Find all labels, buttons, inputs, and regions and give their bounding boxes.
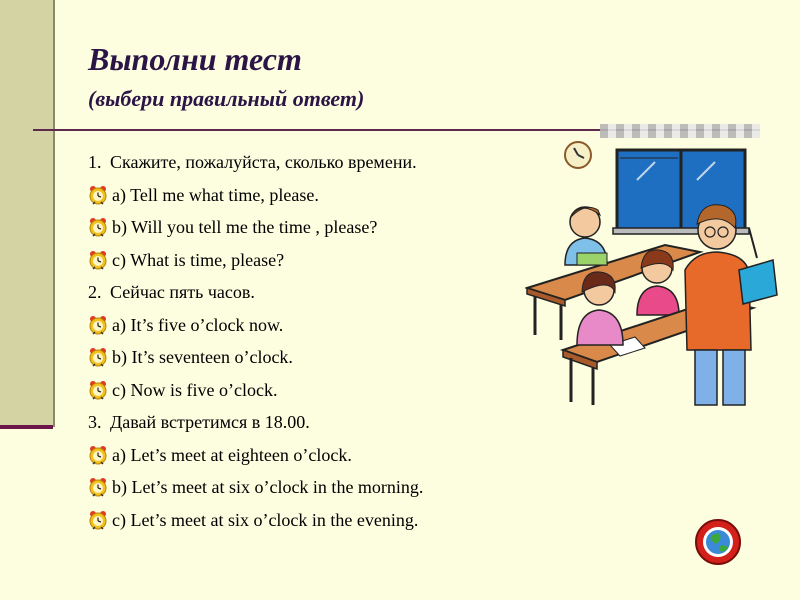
question-list: [88, 146, 528, 536]
option-2b[interactable]: [88, 341, 528, 374]
option-text: a) Let’s meet at eighteen o’clock.: [112, 444, 352, 465]
option-2c[interactable]: [88, 374, 528, 407]
question-text: Сейчас пять часов.: [110, 282, 255, 303]
option-text: b) Let’s meet at six o’clock in the morning.: [112, 477, 424, 498]
alarm-clock-icon: [88, 250, 108, 270]
checker-strip: [600, 124, 760, 138]
slide-subtitle: (выбери правильный ответ): [88, 86, 365, 111]
option-text: b) Will you tell me the time , please?: [112, 217, 378, 238]
alarm-clock-icon: [88, 185, 108, 205]
teacher: [685, 205, 777, 405]
option-text: c) What is time, please?: [112, 249, 285, 270]
option-1a[interactable]: [88, 179, 528, 212]
question-3: [88, 406, 528, 439]
globe-nav-button[interactable]: [694, 518, 742, 566]
student-boy: [565, 207, 607, 265]
alarm-clock-icon: [88, 477, 108, 497]
alarm-clock-icon: [88, 445, 108, 465]
question-1: [88, 146, 528, 179]
question-number: 1.: [88, 152, 102, 173]
option-3a[interactable]: [88, 439, 528, 472]
globe-icon: [694, 518, 742, 566]
classroom-illustration: [525, 140, 785, 410]
question-2: [88, 276, 528, 309]
option-1b[interactable]: [88, 211, 528, 244]
alarm-clock-icon: [88, 217, 108, 237]
slide-title: Выполни тест: [88, 41, 302, 77]
option-text: b) It’s seventeen o’clock.: [112, 347, 293, 368]
option-2a[interactable]: [88, 309, 528, 342]
question-text: Скажите, пожалуйста, сколько времени.: [110, 152, 417, 173]
alarm-clock-icon: [88, 510, 108, 530]
option-text: a) It’s five o’clock now.: [112, 314, 284, 335]
option-3c[interactable]: [88, 504, 528, 537]
option-text: c) Let’s meet at six o’clock in the evening.: [112, 509, 419, 530]
left-decorative-bar: [0, 0, 55, 427]
question-text: Давай встретимся в 18.00.: [110, 412, 310, 433]
option-3b[interactable]: [88, 471, 528, 504]
question-number: 2.: [88, 282, 102, 303]
option-1c[interactable]: [88, 244, 528, 277]
option-text: c) Now is five o’clock.: [112, 379, 278, 400]
left-bar-accent-line: [0, 425, 53, 429]
alarm-clock-icon: [88, 380, 108, 400]
alarm-clock-icon: [88, 347, 108, 367]
option-text: a) Tell me what time, please.: [112, 184, 319, 205]
question-number: 3.: [88, 412, 102, 433]
student-girl-pink: [637, 250, 679, 315]
alarm-clock-icon: [88, 315, 108, 335]
wall-clock-icon: [565, 142, 591, 168]
